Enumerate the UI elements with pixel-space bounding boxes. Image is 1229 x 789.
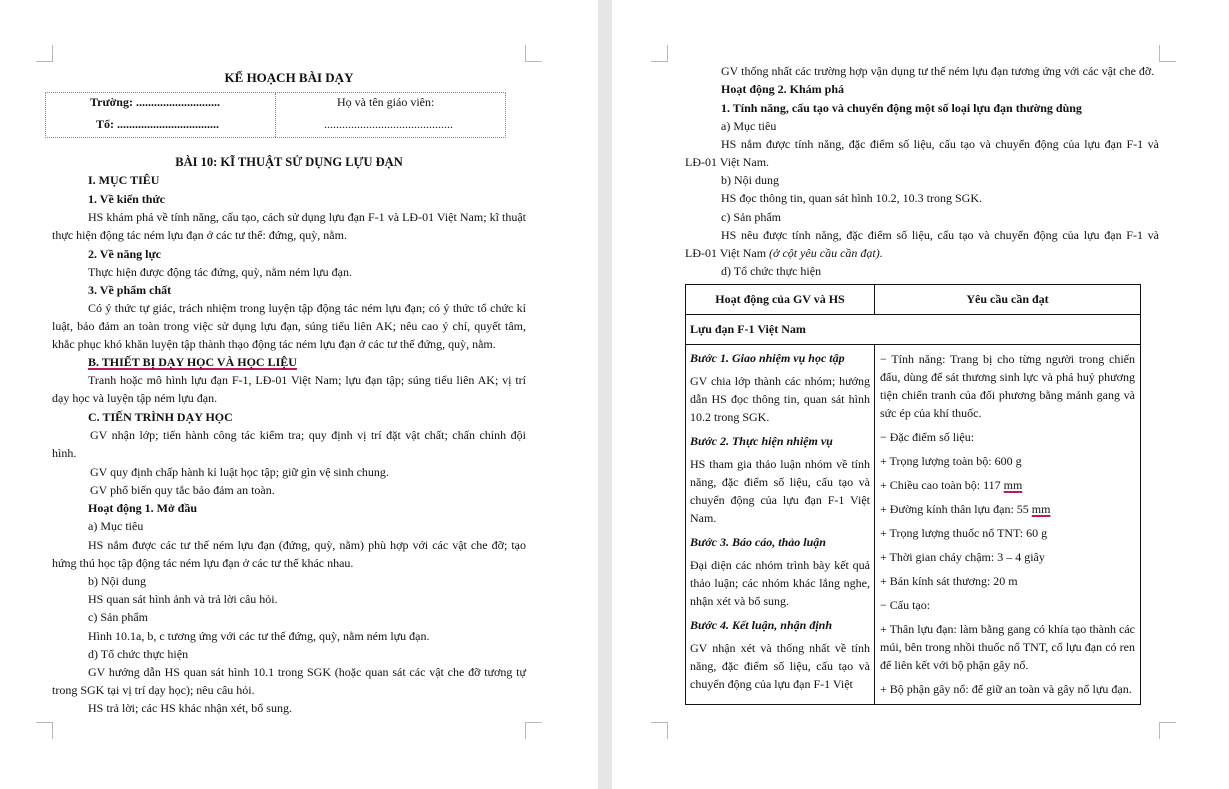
requirement-item: + Thân lựu đạn: làm bằng gang có khía tạo thành các múi, bên trong nhồi thuốc nổ TNT, cổ lựu đạn có ren để liên kết với bộ phận gây nổ. [880, 622, 1135, 672]
requirement-unit: mm [1031, 502, 1051, 516]
paragraph: HS quan sát hình ảnh và trả lời câu hỏi. [88, 592, 278, 606]
paragraph [685, 226, 1159, 262]
margin-mark [36, 722, 53, 739]
step-text: GV chia lớp thành các nhóm; hướng dẫn HS đọc thông tin, quan sát hình 10.2 trong SGK. [690, 374, 870, 424]
step-text: GV nhận xét và thống nhất về tính năng, đặc điểm số liệu, cấu tạo và chuyển động của lựu đạn F-1 Việt [690, 641, 870, 691]
activity-heading: Hoạt động 2. Khám phá [721, 82, 845, 96]
item-label: c) Sản phẩm [721, 210, 781, 224]
paragraph: GV nhận lớp; tiến hành công tác kiểm tra; quy định vị trí đặt vật chất; chấn chỉnh đội hình. [52, 428, 526, 460]
section-heading: I. MỤC TIÊU [88, 173, 160, 187]
paragraph: Tranh hoặc mô hình lựu đạn F-1, LĐ-01 Việt Nam; lựu đạn tập; súng tiểu liên AK; vị trí dạy học và luyện tập ném lựu đạn. [52, 373, 526, 405]
requirement-unit: mm [1003, 478, 1023, 492]
activity-table [685, 284, 1141, 705]
paragraph: GV hướng dẫn HS quan sát hình 10.1 trong SGK (hoặc quan sát các vật che đỡ tương tự trong SGK tại vị trí dạy học); nêu câu hỏi. [52, 665, 526, 697]
paragraph: GV phổ biến quy tắc bảo đảm an toàn. [90, 483, 275, 497]
paragraph: GV thống nhất các trường hợp vận dụng tư thế ném lựu đạn tương ứng với các vật che đỡ. [721, 64, 1155, 78]
paragraph: HS nắm được tính năng, đặc điểm số liệu, cấu tạo và chuyển động của lựu đạn F-1 và LĐ-01 Việt Nam. [685, 137, 1159, 169]
requirement-item: + Thời gian cháy chậm: 3 – 4 giây [880, 550, 1045, 564]
table-cell-requirements [875, 345, 1141, 705]
margin-mark [525, 722, 542, 739]
requirement-item [880, 500, 1135, 518]
requirement-item: − Tính năng: Trang bị cho từng người trong chiến đấu, dùng để sát thương sinh lực và phá huỷ phương tiện chiến tranh của đối phương bằng mảnh gang và sức ép của khí thuốc. [880, 352, 1135, 420]
paragraph: Có ý thức tự giác, trách nhiệm trong luyện tập động tác ném lựu đạn; có ý thức tổ chức kỉ luật, bảo đảm an toàn trong việc sử dụng lựu đạn, súng tiểu liên AK; nêu cao ý chí, quyết tâm, khắc phục khó khăn luyện tập thành thạo động tác ném lựu đạn ở các tư thế đứng, quỳ, nằm. [52, 301, 526, 351]
item-label: b) Nội dung [721, 173, 779, 187]
document-title: KẾ HOẠCH BÀI DẠY [224, 70, 354, 85]
paragraph: HS khám phá về tính năng, cấu tạo, cách sử dụng lựu đạn F-1 và LĐ-01 Việt Nam; kĩ thuật thực hiện động tác ném lựu đạn ở các tư thế: đứng, quỳ, nằm. [52, 210, 526, 242]
step-title: Bước 4. Kết luận, nhận định [690, 618, 833, 632]
step-title: Bước 1. Giao nhiệm vụ học tập [690, 351, 845, 365]
margin-mark [651, 45, 668, 62]
step-text: Đại diện các nhóm trình bày kết quả thảo luận; các nhóm khác lắng nghe, nhận xét và bổ sung. [690, 558, 870, 608]
paragraph: Hình 10.1a, b, c tương ứng với các tư thế đứng, quỳ, nằm ném lựu đạn. [88, 629, 430, 643]
table-header-activity: Hoạt động của GV và HS [686, 285, 875, 315]
margin-mark [1159, 722, 1176, 739]
subsection-heading: 3. Về phẩm chất [88, 283, 172, 297]
subsection-heading: 1. Tính năng, cấu tạo và chuyển động một số loại lựu đạn thường dùng [721, 101, 1082, 115]
margin-mark [36, 45, 53, 62]
item-label: a) Mục tiêu [721, 119, 777, 133]
section-heading: B. THIẾT BỊ DẠY HỌC VÀ HỌC LIỆU [88, 355, 297, 369]
teacher-dots: ........................................... [324, 117, 453, 131]
requirement-text: + Chiều cao toàn bộ: 117 [880, 478, 1001, 492]
requirement-item: − Cấu tạo: [880, 598, 931, 612]
requirement-item: − Đặc điểm số liệu: [880, 430, 975, 444]
step-text: HS tham gia thảo luận nhóm về tính năng, đặc điểm số liệu, cấu tạo và chuyển động của lựu đạn F-1 Việt Nam. [690, 457, 870, 525]
activity-heading: Hoạt động 1. Mở đầu [88, 501, 197, 515]
requirement-item [880, 476, 1135, 494]
requirement-item: + Bán kính sát thương: 20 m [880, 574, 1018, 588]
paragraph-text: HS nêu được tính năng, đặc điểm số liệu, cấu tạo và chuyển động của lựu đạn F-1 và LĐ-01 Việt Nam [685, 228, 1159, 260]
requirement-item: + Trọng lượng toàn bộ: 600 g [880, 454, 1022, 468]
item-label: d) Tổ chức thực hiện [88, 647, 189, 661]
requirement-item: + Trọng lượng thuốc nổ TNT: 60 g [880, 526, 1048, 540]
lesson-title: BÀI 10: KĨ THUẬT SỬ DỤNG LỰU ĐẠN [175, 155, 403, 169]
header-divider [275, 93, 276, 137]
paragraph: GV quy định chấp hành kỉ luật học tập; giữ gìn vệ sinh chung. [90, 465, 389, 479]
item-label: b) Nội dung [88, 574, 146, 588]
header-box [45, 92, 506, 138]
step-title: Bước 2. Thực hiện nhiệm vụ [690, 434, 833, 448]
section-heading: C. TIẾN TRÌNH DẠY HỌC [88, 410, 233, 424]
paragraph: HS đọc thông tin, quan sát hình 10.2, 10.3 trong SGK. [721, 191, 982, 205]
document-page-2 [612, 0, 1229, 789]
teacher-label: Họ và tên giáo viên: [337, 95, 435, 109]
document-page-1 [0, 0, 598, 789]
item-label: a) Mục tiêu [88, 519, 144, 533]
table-header-requirement: Yêu cầu cần đạt [875, 285, 1141, 315]
subsection-heading: 1. Về kiến thức [88, 192, 165, 206]
table-cell-activities [686, 345, 875, 705]
group-label: Tổ: .................................. [96, 117, 219, 131]
school-label: Trường: ............................ [90, 95, 220, 109]
margin-mark [651, 722, 668, 739]
paragraph: HS trả lời; các HS khác nhận xét, bổ sung. [88, 701, 292, 715]
paragraph: HS nắm được các tư thế ném lựu đạn (đứng, quỳ, nằm) phù hợp với các vật che đỡ; tạo hứng thú học tập động tác ném lựu đạn ở các tư thế khác nhau. [52, 538, 526, 570]
paragraph-italic-note: (ở cột yêu cầu cần đạt). [769, 246, 883, 260]
margin-mark [525, 45, 542, 62]
item-label: c) Sản phẩm [88, 610, 148, 624]
subsection-heading: 2. Về năng lực [88, 247, 161, 261]
page-gutter [598, 0, 612, 789]
table-section-row: Lựu đạn F-1 Việt Nam [686, 315, 1141, 345]
requirement-item: + Bộ phận gây nổ: để giữ an toàn và gây nổ lựu đạn. [880, 682, 1132, 696]
margin-mark [1159, 45, 1176, 62]
step-title: Bước 3. Báo cáo, thảo luận [690, 535, 826, 549]
item-label: d) Tổ chức thực hiện [721, 264, 822, 278]
requirement-text: + Đường kính thân lựu đạn: 55 [880, 502, 1029, 516]
paragraph: Thực hiện được động tác đứng, quỳ, nằm ném lựu đạn. [88, 265, 352, 279]
